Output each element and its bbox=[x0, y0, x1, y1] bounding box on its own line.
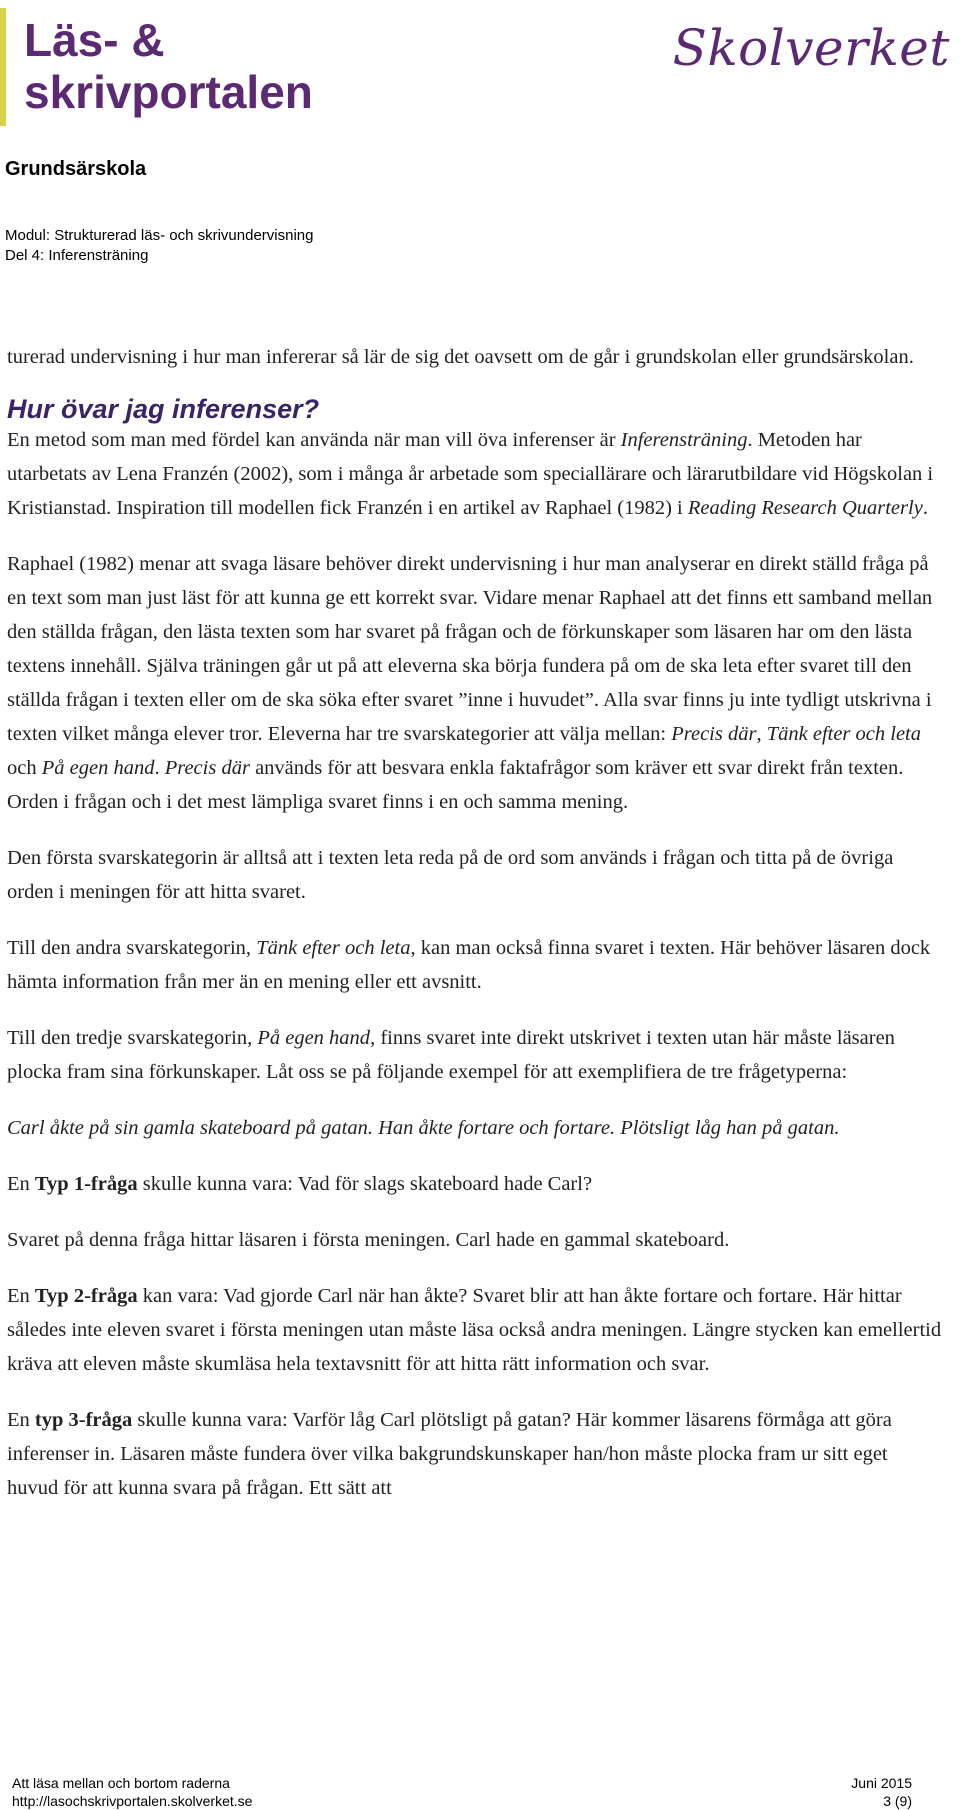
text-run: En bbox=[7, 1285, 35, 1307]
portal-logo[interactable] bbox=[24, 14, 313, 118]
skolverket-logo[interactable]: Skolverket bbox=[672, 19, 950, 77]
italic-term: Precis där bbox=[671, 723, 757, 745]
text-run: . bbox=[154, 757, 165, 779]
footer-date: Juni 2015 bbox=[851, 1775, 912, 1791]
text-run: En bbox=[7, 1173, 35, 1195]
text-run: kan vara: Vad gjorde Carl när han åkte? Svaret blir att han åkte fortare och fortare. Här hittar således inte eleven svaret i första meningen utan måste läsa också andra meningen. Längre stycken kan emellertid kräva att eleven måste skumläsa hela textavsnitt för att hitta rätt information och svar. bbox=[7, 1285, 942, 1375]
text-run: skulle kunna vara: Varför låg Carl plötsligt på gatan? Här kommer läsarens förmåga att göra inferenser in. Läsaren måste fundera över vilka bakgrundskunskaper han/hon måste plocka fram ur sitt eget huvud för att kunna svara på frågan. Ett sätt att bbox=[7, 1409, 892, 1499]
section-heading: Hur övar jag inferenser? bbox=[7, 394, 320, 424]
footer-title: Att läsa mellan och bortom raderna bbox=[12, 1775, 230, 1791]
text-run: Raphael (1982) menar att svaga läsare behöver direkt undervisning i hur man analyserar en direkt ställd fråga på en text som man just läst för att kunna ge ett korrekt svar. Vidare menar Raphael att det finns ett samband mellan den ställda frågan, den lästa texten som har svaret på frågan och de förkunskaper som läsaren har om den lästa textens innehåll. Själva träningen går ut på att eleverna ska börja fundera på om de ska leta efter svaret till den ställda frågan i texten eller om de ska söka efter svaret ”inne i huvudet”. Alla svar finns ju inte tydligt utskrivna i texten vilket många elever tror. Eleverna har tre svarskategorier att välja mellan: bbox=[7, 553, 933, 745]
text-run: skulle kunna vara: Vad för slags skateboard hade Carl? bbox=[137, 1173, 593, 1195]
paragraph: Svaret på denna fråga hittar läsaren i första meningen. Carl hade en gammal skateboard. bbox=[7, 1229, 730, 1251]
bold-term: typ 3-fråga bbox=[34, 1409, 133, 1431]
school-form-label: Grundsärskola bbox=[5, 158, 147, 180]
paragraph bbox=[7, 1403, 942, 1505]
bold-term: Typ 2-fråga bbox=[34, 1285, 138, 1307]
footer-row bbox=[12, 1774, 912, 1792]
text-run: En metod som man med fördel kan använda när man vill öva inferenser är bbox=[7, 429, 621, 451]
text-run: används för att besvara enkla faktafrågor som kräver ett svar direkt från texten. Orden i frågan och i det mest lämpliga svaret finns i en och samma mening. bbox=[7, 757, 904, 813]
text-run: , bbox=[756, 723, 767, 745]
module-name: Modul: Strukturerad läs- och skrivundervisning bbox=[5, 227, 314, 244]
paragraph bbox=[7, 931, 942, 999]
text-run: . Metoden har utarbetats av Lena Franzén (2002), som i många år arbetade som speciallärare och lärarutbildare vid Högskolan i Kristianstad. Inspiration till modellen fick Franzén i en artikel av Raphael (1982) i bbox=[7, 429, 934, 519]
italic-term: Precis där bbox=[164, 757, 250, 779]
page-number: 3 (9) bbox=[883, 1793, 912, 1809]
text-run: Till den andra svarskategorin, bbox=[7, 937, 257, 959]
italic-term: Tänk efter och leta bbox=[766, 723, 921, 745]
module-info bbox=[5, 226, 313, 266]
paragraph: turerad undervisning i hur man infererar så lär de sig det oavsett om de går i grundskolan eller grundsärskolan. bbox=[7, 346, 914, 368]
paragraph bbox=[7, 547, 942, 819]
page-header bbox=[0, 0, 960, 140]
italic-term: Tänk efter och leta bbox=[256, 937, 411, 959]
italic-term: På egen hand bbox=[41, 757, 155, 779]
footer-url-link[interactable]: http://lasochskrivportalen.skolverket.se bbox=[12, 1793, 253, 1809]
portal-logo-line1: Läs- & bbox=[24, 14, 165, 66]
text-run: , kan man också finna svaret i texten. Här behöver läsaren dock hämta information från mer än en mening eller ett avsnitt. bbox=[7, 937, 931, 993]
italic-term: Inferensträning bbox=[620, 429, 748, 451]
paragraph bbox=[7, 1279, 942, 1381]
text-run: En bbox=[7, 1409, 35, 1431]
paragraph bbox=[7, 1167, 942, 1201]
italic-term: På egen hand bbox=[257, 1027, 371, 1049]
bold-term: Typ 1-fråga bbox=[34, 1173, 138, 1195]
paragraph bbox=[7, 423, 942, 525]
portal-logo-line2: skrivportalen bbox=[24, 66, 313, 118]
example-sentence bbox=[7, 1111, 942, 1145]
paragraph bbox=[7, 1021, 942, 1089]
paragraph: Den första svarskategorin är alltså att i texten leta reda på de ord som används i frågan och titta på de övriga orden i meningen för att hitta svaret. bbox=[7, 847, 894, 903]
italic-example: Carl åkte på sin gamla skateboard på gatan. Han åkte fortare och fortare. Plötsligt låg han på gatan. bbox=[7, 1117, 840, 1139]
page-footer bbox=[12, 1774, 912, 1810]
module-part: Del 4: Inferensträning bbox=[5, 247, 149, 264]
text-run: . bbox=[922, 497, 928, 519]
text-run: Till den tredje svarskategorin, bbox=[7, 1027, 258, 1049]
footer-row bbox=[12, 1792, 912, 1810]
accent-bar bbox=[0, 8, 6, 126]
text-run: , finns svaret inte direkt utskrivet i texten utan här måste läsaren plocka fram sina förkunskaper. Låt oss se på följande exempel för att exemplifiera de tre frågetyperna: bbox=[7, 1027, 895, 1083]
text-run: och bbox=[7, 757, 42, 779]
journal-title: Reading Research Quarterly bbox=[687, 497, 923, 519]
document-body bbox=[7, 340, 942, 1505]
